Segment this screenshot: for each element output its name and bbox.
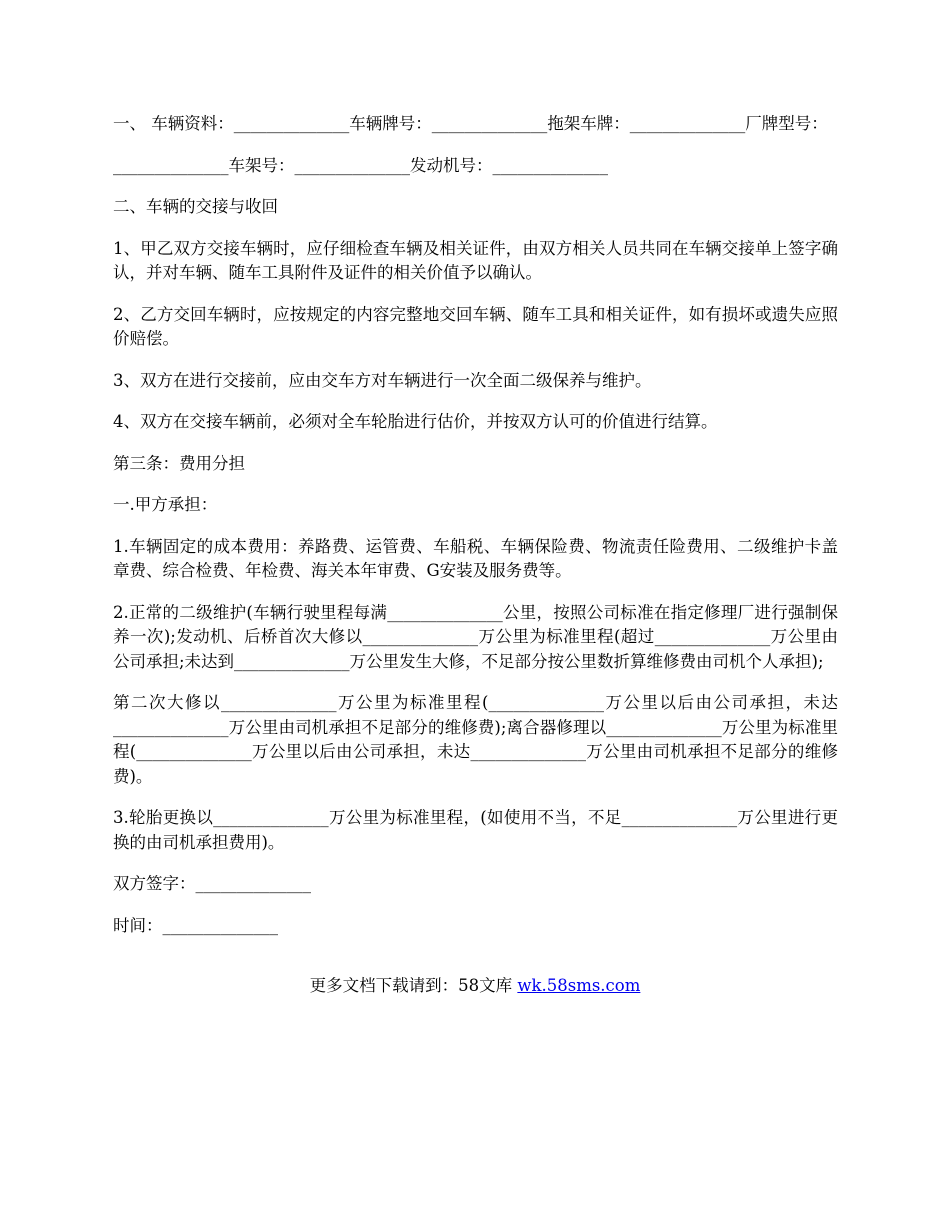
cost-clause-3: 3.轮胎更换以______________万公里为标准里程，(如使用不当，不足______________万公里进行更换的由司机承担费用)。	[113, 808, 838, 852]
date-line: 时间：______________	[113, 915, 278, 935]
section-heading-handover: 二、车辆的交接与收回	[113, 197, 278, 216]
handover-clause-1: 1、甲乙双方交接车辆时，应仔细检查车辆及相关证件，由双方相关人员共同在车辆交接单上签字确认，并对车辆、随车工具附件及证件的相关价值予以确认。	[113, 238, 838, 282]
cost-clause-2-continued: 第二次大修以______________万公里为标准里程(______________万公里以后由公司承担，未达______________万公里由司机承担不足部分的维修费);离合器修理以______________万公里为标准里程(______________万公里以后由公司承担，未达______________万公里由司机承担不足部分的维修费)。	[113, 693, 838, 786]
signature-line: 双方签字：______________	[113, 874, 311, 893]
document-body	[113, 112, 838, 955]
footer	[0, 973, 950, 999]
vehicle-info-line-2: ______________车架号：______________发动机号：______________	[113, 155, 608, 175]
footer-link[interactable]: wk.58sms.com	[517, 976, 641, 995]
handover-clause-2: 2、乙方交回车辆时，应按规定的内容完整地交回车辆、随车工具和相关证件，如有损坏或遗失应照价赔偿。	[113, 304, 838, 348]
cost-clause-2: 2.正常的二级维护(车辆行驶里程每满______________公里，按照公司标准在指定修理厂进行强制保养一次);发动机、后桥首次大修以______________万公里为标准里程(超过______________万公里由公司承担;未达到______________万公里发生大修，不足部分按公里数折算维修费由司机个人承担);	[113, 602, 838, 671]
party-a-heading: 一.甲方承担：	[113, 495, 218, 514]
footer-text: 更多文档下载请到：58文库	[309, 976, 518, 995]
handover-clause-4: 4、双方在交接车辆前，必须对全车轮胎进行估价，并按双方认可的价值进行结算。	[113, 412, 718, 431]
handover-clause-3: 3、双方在进行交接前，应由交车方对车辆进行一次全面二级保养与维护。	[113, 370, 652, 390]
cost-clause-1: 1.车辆固定的成本费用：养路费、运管费、车船税、车辆保险费、物流责任险费用、二级维护卡盖章费、综合检费、年检费、海关本年审费、G安装及服务费等。	[113, 536, 838, 580]
vehicle-info-line-1: 一、 车辆资料：______________车辆牌号：______________拖架车牌：______________厂牌型号：	[113, 114, 828, 133]
article-three-heading: 第三条：费用分担	[113, 453, 245, 473]
